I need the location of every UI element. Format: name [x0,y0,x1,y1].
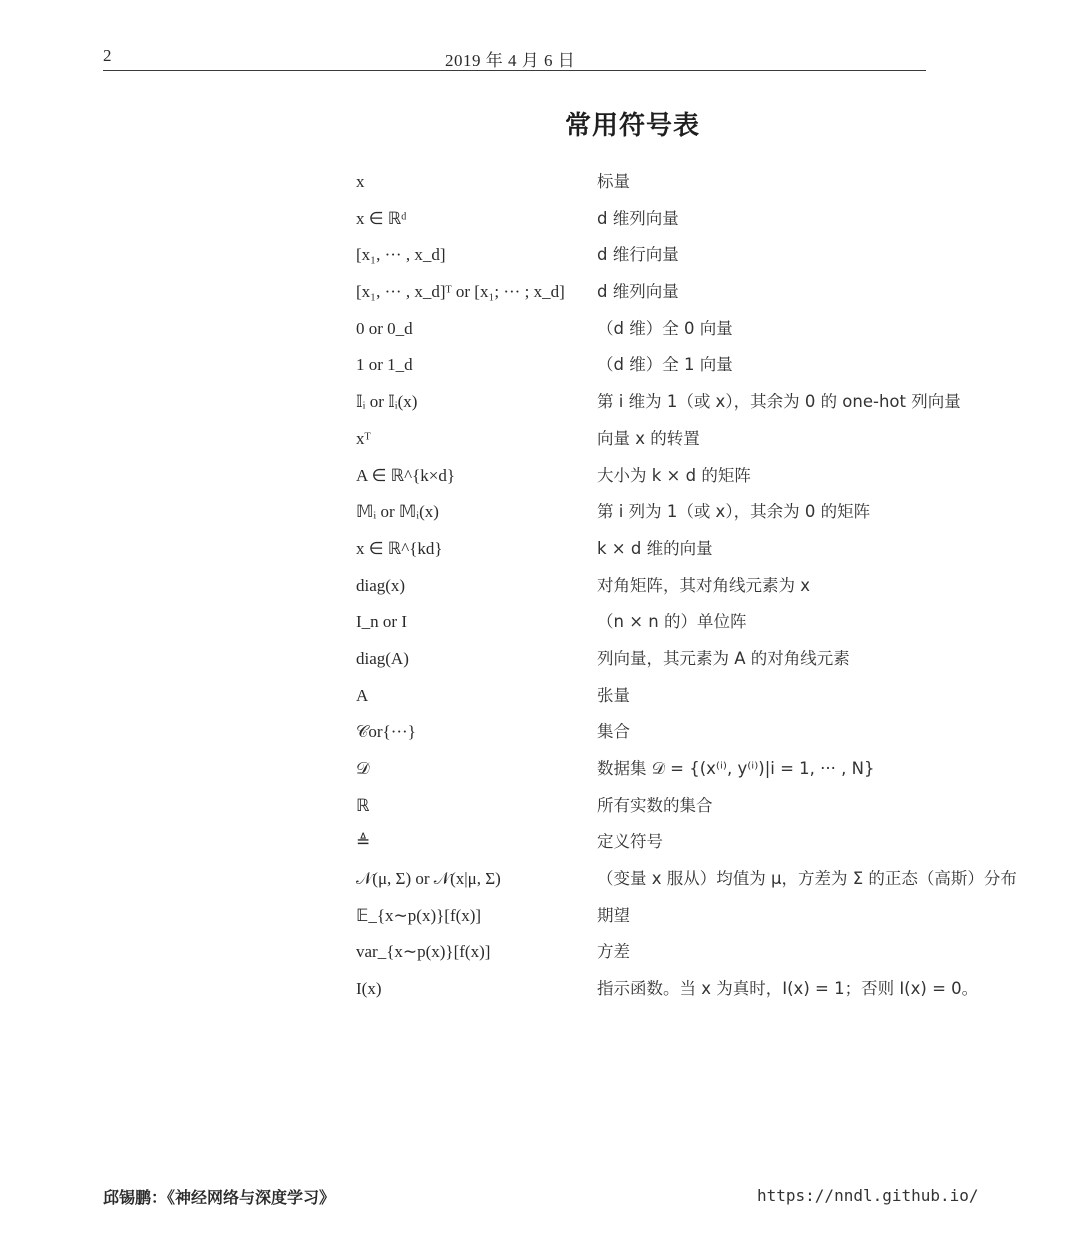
table-row [356,715,1046,752]
table-row [356,642,1046,679]
description-cell: 所有实数的集合 [597,795,713,815]
description-cell: 向量 x 的转置 [597,428,700,448]
table-row [356,972,1046,1009]
description-cell: d 维行向量 [597,245,679,265]
symbol-cell: 𝒟 [356,759,370,778]
footer-book-title: 邱锡鹏：《神经网络与深度学习》 [103,1188,336,1207]
symbol-cell: 0 or 0_d [356,318,413,338]
page-number: 2 [103,46,112,65]
table-row [356,935,1046,972]
description-cell: （n × n 的）单位阵 [597,612,747,632]
description-cell: d 维列向量 [597,282,679,302]
symbol-cell: xᵀ [356,428,371,448]
symbol-cell: var_{x∼p(x)}[f(x)] [356,942,491,962]
table-row [356,825,1046,862]
symbol-cell: 𝒞or{···} [356,722,416,742]
symbol-cell: 𝒩(μ, Σ) or 𝒩(x|μ, Σ) [356,869,501,889]
description-cell: （变量 x 服从）均值为 μ，方差为 Σ 的正态（高斯）分布 [597,869,1017,889]
table-row [356,385,1046,422]
symbol-cell: x ∈ ℝ^{kd} [356,538,443,558]
description-cell: 方差 [597,942,630,962]
page-title: 常用符号表 [564,111,700,141]
description-cell: 集合 [597,722,630,742]
description-cell: 定义符号 [597,832,663,852]
table-row [356,532,1046,569]
symbol-cell: diag(x) [356,575,406,595]
symbol-cell: I_n or I [356,612,407,632]
symbol-cell: 𝔼_{x∼p(x)}[f(x)] [356,905,482,925]
table-row [356,495,1046,532]
symbol-cell: 𝕄ᵢ or 𝕄ᵢ(x) [356,502,439,522]
description-cell: 数据集 𝒟 = {(x⁽ⁱ⁾, y⁽ⁱ⁾)|i = 1, ··· , N} [597,759,875,778]
symbol-cell: ℝ [356,795,370,815]
description-cell: 第 i 列为 1（或 x），其余为 0 的矩阵 [597,502,871,522]
symbol-cell: 𝕀ᵢ or 𝕀ᵢ(x) [356,392,418,412]
symbol-cell: x ∈ ℝᵈ [356,208,407,228]
description-cell: 指示函数。当 x 为真时，I(x) = 1；否则 I(x) = 0。 [597,979,979,999]
table-row [356,459,1046,496]
description-cell: （d 维）全 1 向量 [597,355,733,375]
symbol-cell: ≜ [356,832,371,852]
table-row [356,202,1046,239]
table-row [356,605,1046,642]
table-row [356,348,1046,385]
description-cell: 期望 [597,905,630,925]
description-cell: d 维列向量 [597,208,679,228]
table-row [356,569,1046,606]
table-row [356,862,1046,899]
description-cell: 张量 [597,685,630,705]
symbol-cell: I(x) [356,979,382,999]
description-cell: 列向量，其元素为 A 的对角线元素 [597,648,850,668]
table-row [356,238,1046,275]
table-row [356,275,1046,312]
symbol-cell: A ∈ ℝ^{k×d} [356,465,455,485]
description-cell: 第 i 维为 1（或 x），其余为 0 的 one-hot 列向量 [597,392,961,412]
table-row [356,165,1046,202]
description-cell: 大小为 k × d 的矩阵 [597,465,751,485]
table-row [356,422,1046,459]
table-row [356,752,1046,789]
page-date: 2019 年 4 月 6 日 [445,51,576,70]
footer-url: https://nndl.github.io/ [757,1186,979,1205]
description-cell: 标量 [597,172,630,191]
description-cell: k × d 维的向量 [597,538,713,558]
symbol-cell: 1 or 1_d [356,355,413,375]
table-row [356,899,1046,936]
description-cell: （d 维）全 0 向量 [597,318,733,338]
symbol-table [356,165,1046,1009]
description-cell: 对角矩阵，其对角线元素为 x [597,575,811,595]
table-row [356,312,1046,349]
symbol-cell: A [356,685,369,705]
symbol-cell: diag(A) [356,648,409,668]
table-row [356,679,1046,716]
page-header [103,46,926,71]
table-row [356,789,1046,826]
symbol-cell: x [356,172,365,191]
symbol-cell: [x₁, ··· , x_d] [356,245,446,265]
symbol-cell: [x₁, ··· , x_d]ᵀ or [x₁; ··· ; x_d] [356,282,565,302]
